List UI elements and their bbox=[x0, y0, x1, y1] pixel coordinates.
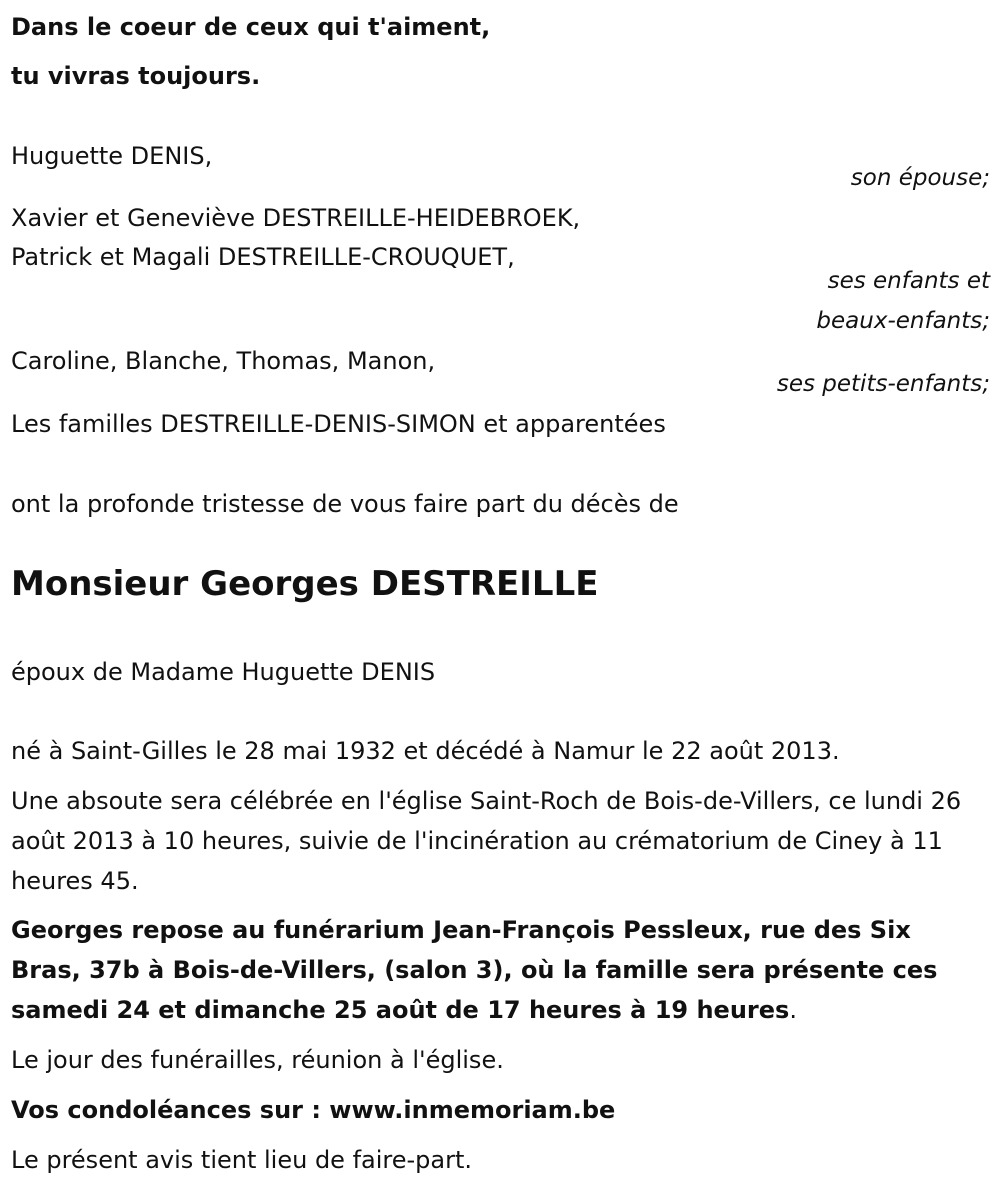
visitation-text: Georges repose au funérarium Jean-François Pessleux, rue des Six Bras, 37b à Bois-de-Villers, (salon 3), où la famille sera présente ces samedi 24 et dimanche 25 août de 17 heures à 19 heures bbox=[11, 916, 938, 1024]
epitaph-line-1: Dans le coeur de ceux qui t'aiment, bbox=[11, 13, 491, 41]
children-role-line-2: beaux-enfants; bbox=[816, 308, 990, 334]
children-role-line-1: ses enfants et bbox=[827, 268, 990, 294]
spouse-role: son épouse; bbox=[850, 165, 990, 191]
child-couple-1: Xavier et Geneviève DESTREILLE-HEIDEBROEK, bbox=[11, 204, 581, 232]
birth-death-dates: né à Saint-Gilles le 28 mai 1932 et décédé à Namur le 22 août 2013. bbox=[11, 737, 840, 765]
families-line: Les familles DESTREILLE-DENIS-SIMON et apparentées bbox=[11, 410, 666, 438]
deceased-name: Monsieur Georges DESTREILLE bbox=[11, 564, 599, 604]
condolences-line: Vos condoléances sur : www.inmemoriam.be bbox=[11, 1096, 616, 1124]
spouse-relation: époux de Madame Huguette DENIS bbox=[11, 658, 436, 686]
notice-line: Le présent avis tient lieu de faire-part. bbox=[11, 1146, 473, 1174]
visitation-period: . bbox=[789, 996, 797, 1024]
epitaph-line-2: tu vivras toujours. bbox=[11, 62, 261, 90]
grandchildren-role: ses petits-enfants; bbox=[776, 371, 990, 397]
ceremony-paragraph: Une absoute sera célébrée en l'église Saint-Roch de Bois-de-Villers, ce lundi 26 août 2013 à 10 heures, suivie de l'incinération au crématorium de Ciney à 11 heures 45. bbox=[11, 787, 962, 895]
visitation-paragraph bbox=[11, 910, 971, 1030]
announcement: ont la profonde tristesse de vous faire part du décès de bbox=[11, 490, 679, 518]
child-couple-2: Patrick et Magali DESTREILLE-CROUQUET, bbox=[11, 243, 515, 271]
spouse-name: Huguette DENIS, bbox=[11, 142, 213, 170]
grandchildren-names: Caroline, Blanche, Thomas, Manon, bbox=[11, 347, 436, 375]
meeting-line: Le jour des funérailles, réunion à l'église. bbox=[11, 1046, 504, 1074]
